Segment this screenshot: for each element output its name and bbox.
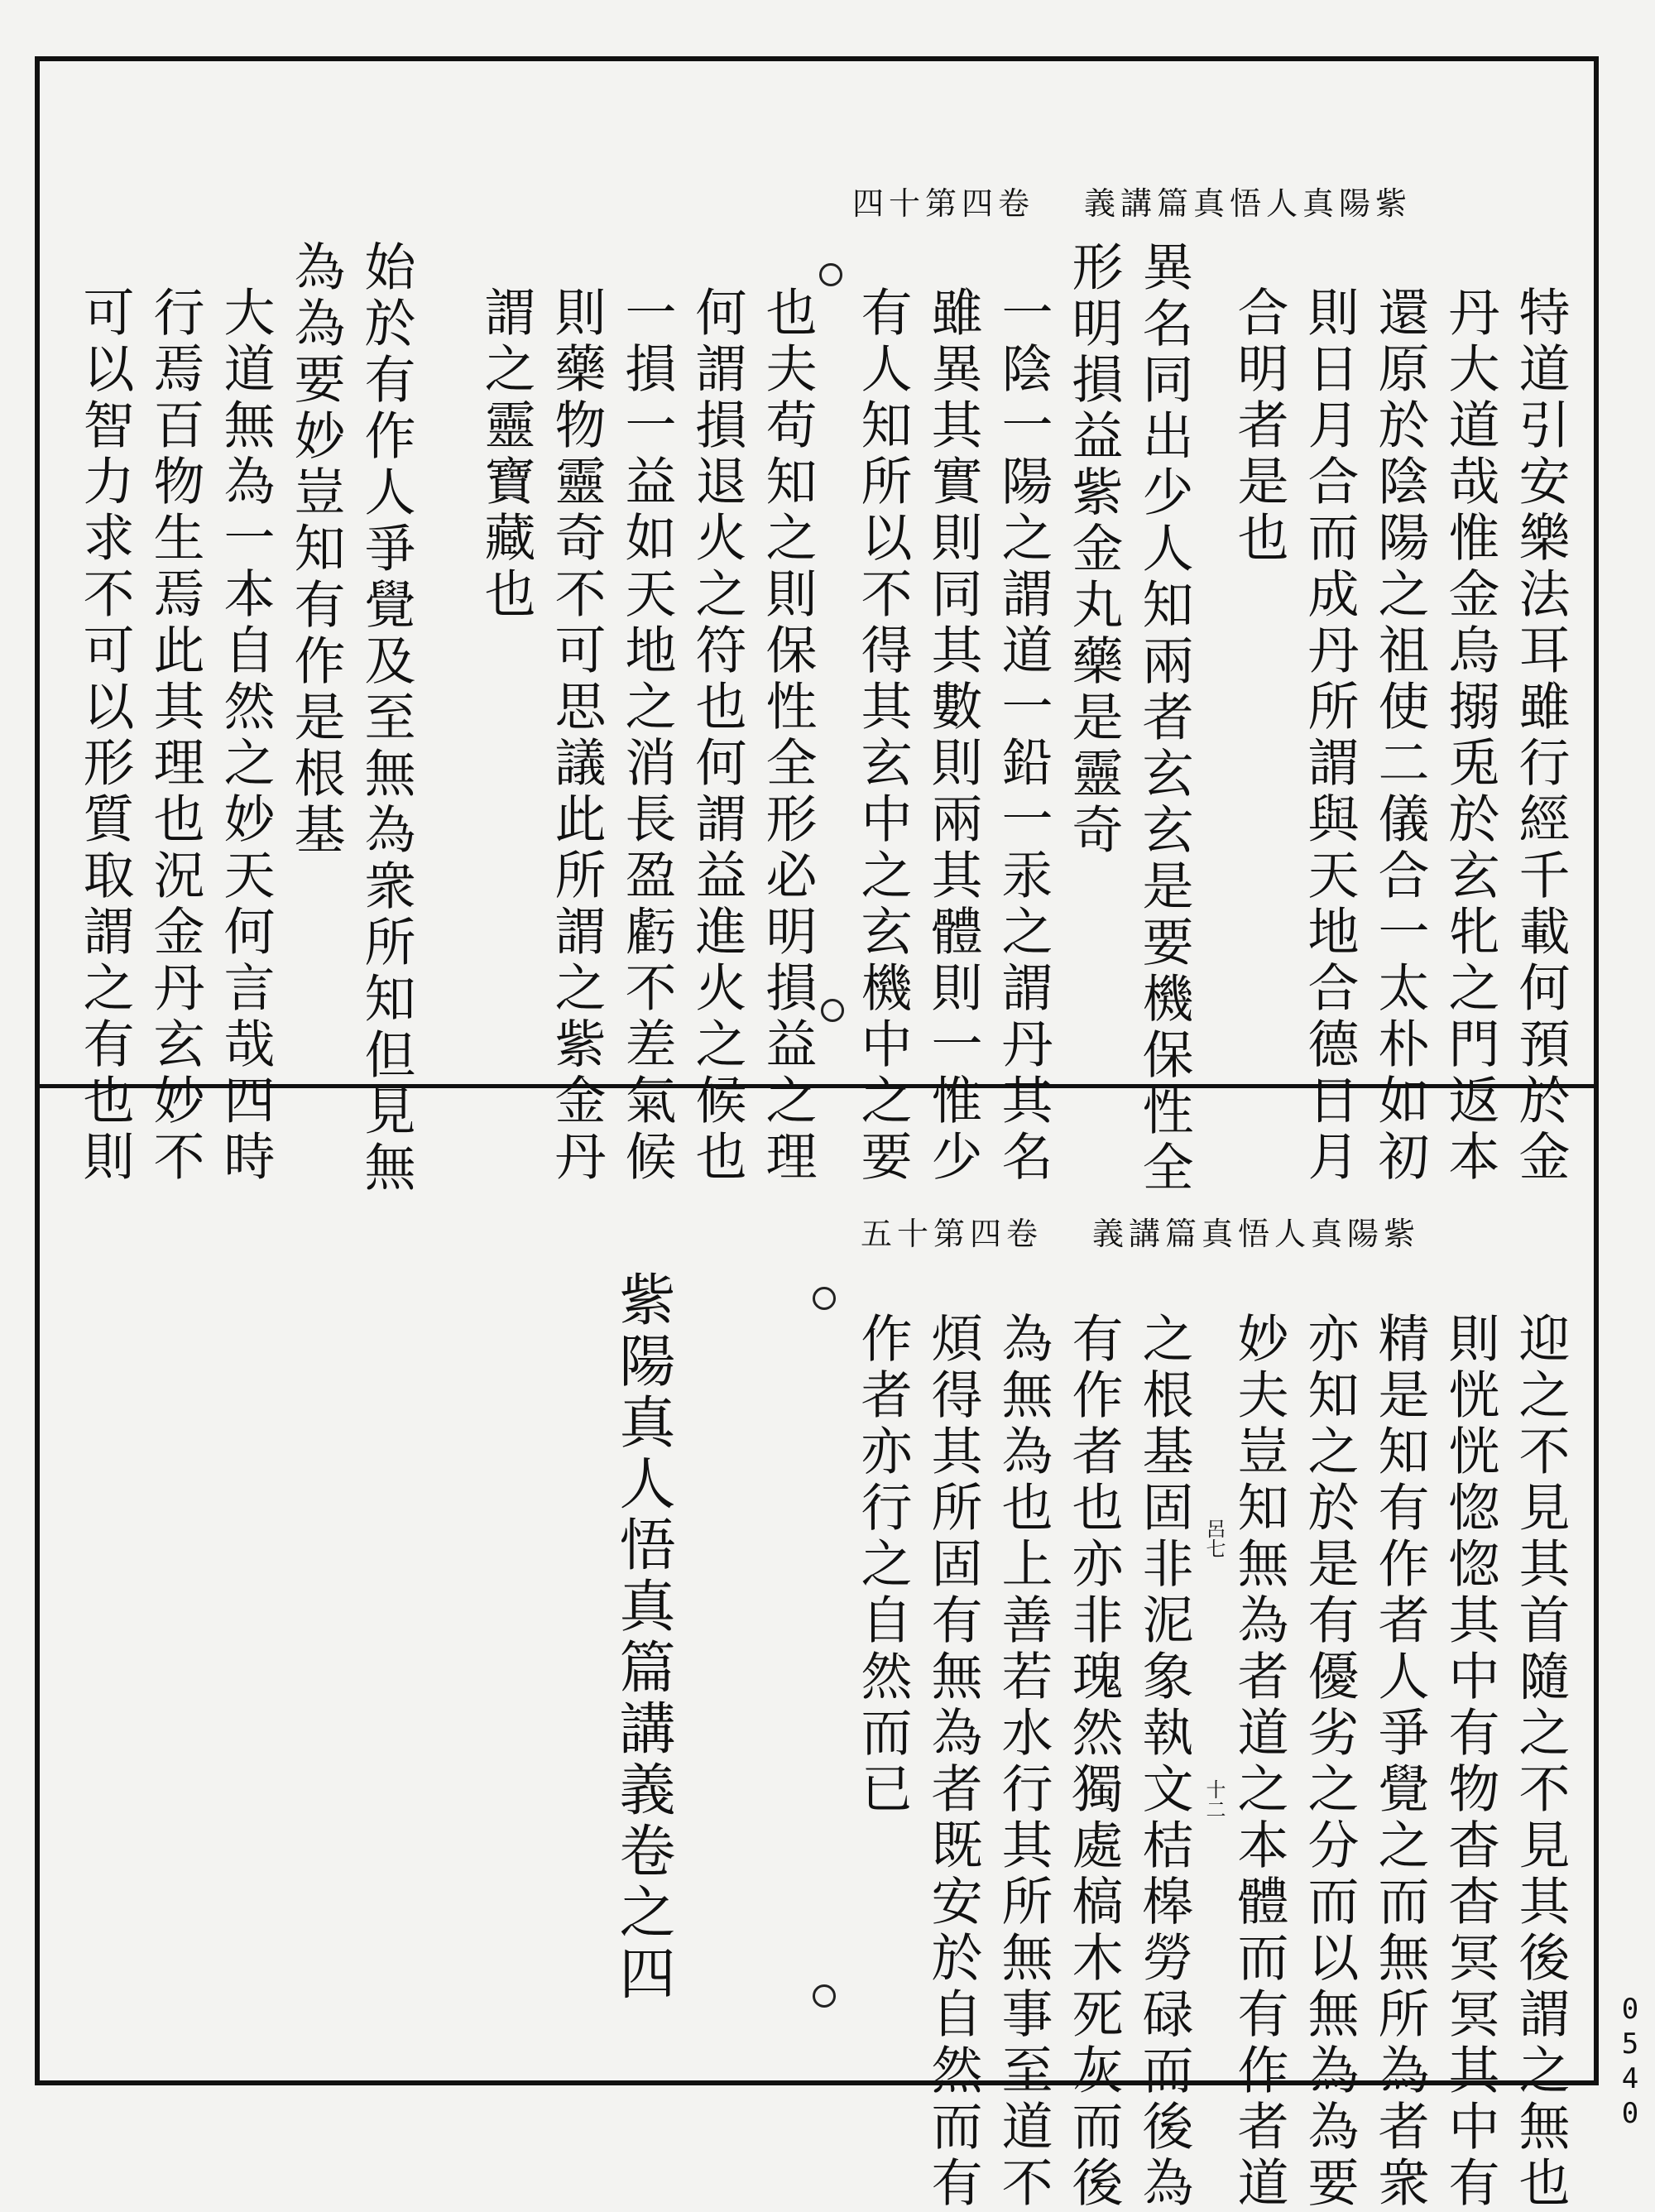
- lower-header-chapter: 卷四第十五: [861, 1216, 1043, 1252]
- upper-col-2: 丹大道哉惟金烏搦兎於玄牝之門返本: [1440, 285, 1500, 1186]
- upper-col-4: 則日月合而成丹所謂與天地合德日月: [1299, 285, 1360, 1186]
- lower-circle-marker-bottom: [813, 1984, 836, 2008]
- lower-col-10: 作者亦行之自然而已: [852, 1312, 913, 1818]
- upper-col-12: 何謂損退火之符也何謂益進火之候也: [687, 285, 747, 1186]
- lower-col-8: 為無為也上善若水行其所無事至道不: [993, 1312, 1053, 2212]
- upper-col-19: 行焉百物生焉此其理也況金丹玄妙不: [145, 285, 205, 1186]
- lower-col-6: 之根基固非泥象執文桔槔勞碌而後為: [1134, 1312, 1194, 2212]
- upper-col-15: 謂之靈寶藏也: [476, 285, 536, 623]
- lower-page-marker-2: 十二: [1202, 1779, 1226, 1819]
- upper-header-chapter: 卷四第十四: [852, 185, 1035, 222]
- lower-col-4: 亦知之於是有優劣之分而以無為為要: [1299, 1312, 1360, 2212]
- upper-col-10: 有人知所以不得其玄中之玄機中之要: [852, 285, 913, 1186]
- upper-col-5: 合明者是也: [1229, 285, 1289, 567]
- upper-header-title: 紫陽真人悟真篇講義: [1084, 185, 1413, 222]
- lower-col-1: 迎之不見其首隨之不見其後謂之無也: [1510, 1312, 1571, 2212]
- upper-circle-marker-top: [819, 263, 842, 286]
- upper-col-7: 形明損益紫金丸藥是靈奇: [1063, 240, 1124, 859]
- upper-col-16: 始於有作人爭覺及至無為衆所知但見無: [356, 240, 416, 1197]
- lower-circle-marker-top: [813, 1287, 836, 1310]
- upper-col-9: 雖異其實則同其數則兩其體則一惟少: [923, 285, 983, 1186]
- lower-page-marker-1: 呂七: [1202, 1519, 1226, 1558]
- lower-col-7: 有作者也亦非瑰然獨處槁木死灰而後: [1063, 1312, 1124, 2212]
- upper-circle-marker-mid: [821, 999, 844, 1022]
- upper-col-14: 則藥物靈奇不可思議此所謂之紫金丹: [546, 285, 607, 1186]
- upper-col-11: 也夫苟知之則保性全形必明損益之理: [757, 285, 818, 1186]
- lower-col-9: 煩得其所固有無為者既安於自然而有: [923, 1312, 983, 2212]
- lower-header: [861, 1208, 1470, 1254]
- upper-header: [852, 178, 1461, 223]
- upper-col-6: 異名同出少人知兩者玄玄是要機保性全: [1134, 240, 1194, 1197]
- lower-col-2: 則恍恍惚惚其中有物杳杳冥冥其中有: [1440, 1312, 1500, 2212]
- upper-col-1: 特道引安樂法耳雖行經千載何預於金: [1510, 285, 1571, 1186]
- upper-col-3: 還原於陰陽之祖使二儀合一太朴如初: [1370, 285, 1430, 1186]
- upper-col-17: 為為要妙豈知有作是根基: [285, 240, 346, 859]
- upper-col-18: 大道無為一本自然之妙天何言哉四時: [215, 285, 276, 1186]
- upper-col-13: 一損一益如天地之消長盈虧不差氣候: [616, 285, 677, 1186]
- side-page-number: 0540: [1614, 1993, 1647, 2132]
- lower-volume-end-title: 紫陽真人悟真篇講義卷之四: [610, 1270, 675, 2005]
- lower-header-title: 紫陽真人悟真篇講義: [1092, 1216, 1421, 1252]
- lower-col-3: 精是知有作者人爭覺之而無所為者衆: [1370, 1312, 1430, 2212]
- lower-col-5: 妙夫豈知無為者道之本體而有作者道: [1229, 1312, 1289, 2212]
- upper-col-20: 可以智力求不可以形質取謂之有也則: [74, 285, 135, 1186]
- upper-col-8: 一陰一陽之謂道一鉛一汞之謂丹其名: [993, 285, 1053, 1186]
